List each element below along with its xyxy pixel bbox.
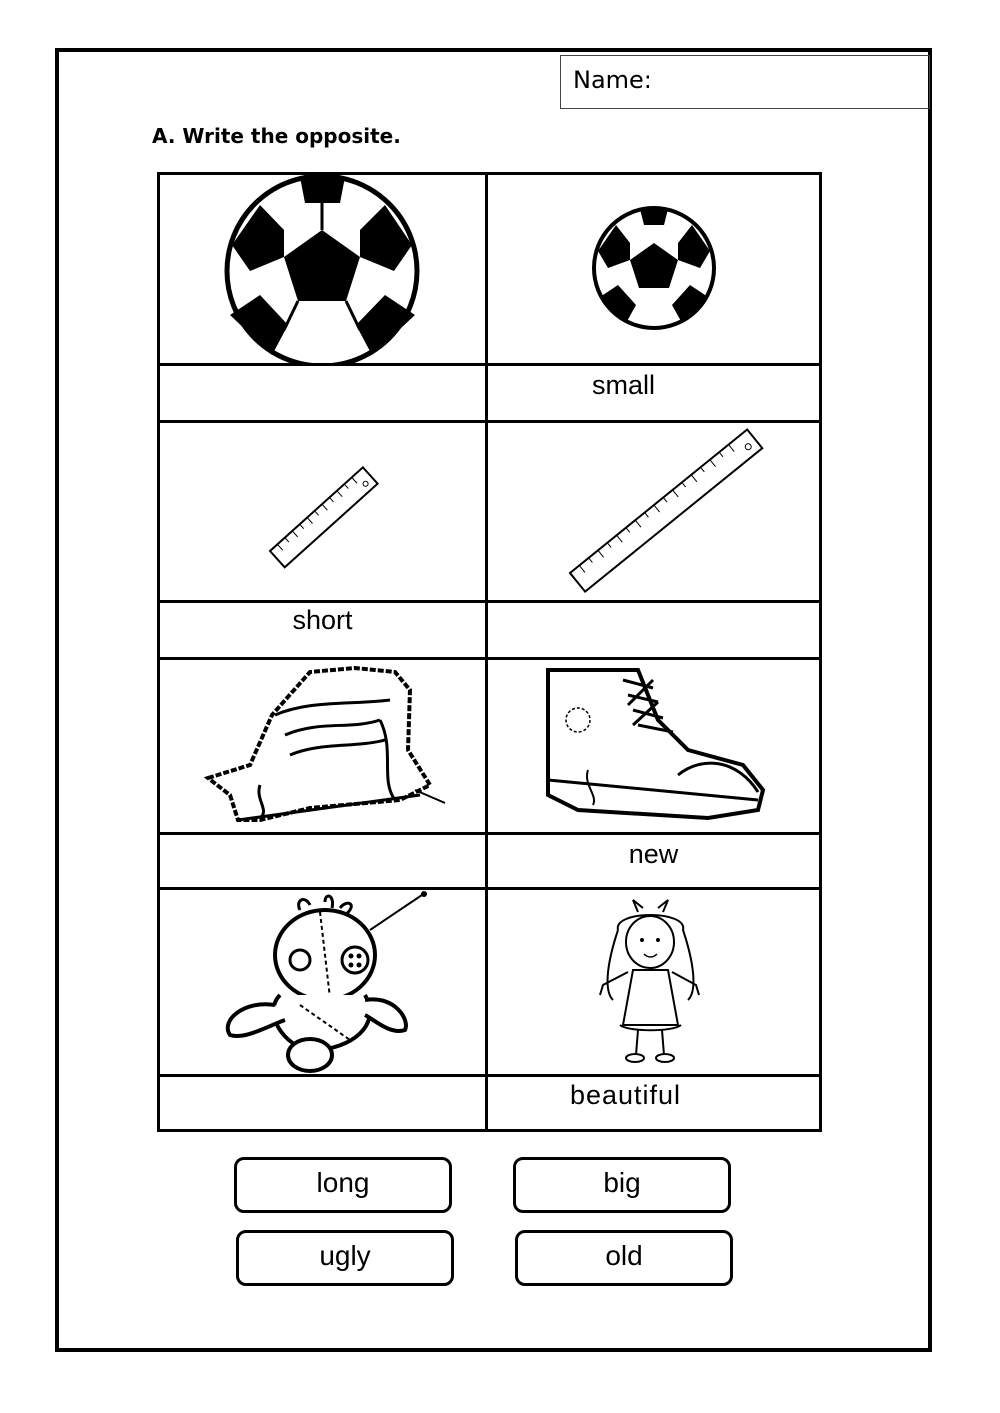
picture-grid (157, 172, 822, 1132)
answer-cell[interactable] (488, 835, 819, 890)
new-shoe-icon (488, 660, 819, 832)
image-cell (160, 175, 488, 366)
word-bank-item[interactable]: long (234, 1157, 452, 1213)
instruction: A. Write the opposite. (152, 124, 401, 148)
word-bank-item[interactable]: big (513, 1157, 731, 1213)
name-field[interactable] (560, 55, 930, 109)
answer-text: new (628, 839, 679, 869)
long-ruler-icon (488, 423, 819, 600)
pretty-doll-icon (488, 890, 819, 1074)
image-cell (488, 423, 819, 603)
image-cell (160, 660, 488, 835)
word-bank-item[interactable]: old (515, 1230, 733, 1286)
answer-cell[interactable] (160, 603, 488, 660)
answer-cell[interactable] (160, 835, 488, 890)
image-cell (160, 890, 488, 1077)
answer-text: small (591, 370, 655, 400)
rag-doll-icon (160, 890, 485, 1074)
image-cell (160, 423, 488, 603)
image-cell (488, 890, 819, 1077)
small-soccer-ball-icon (488, 175, 819, 363)
answer-cell[interactable] (160, 366, 488, 423)
answer-text: short (292, 605, 353, 635)
answer-text: beautiful (569, 1080, 682, 1110)
name-label: Name: (573, 66, 652, 94)
answer-cell[interactable] (488, 1077, 819, 1129)
short-ruler-icon (160, 423, 485, 600)
answer-cell[interactable] (160, 1077, 488, 1129)
image-cell (488, 175, 819, 366)
image-cell (488, 660, 819, 835)
big-soccer-ball-icon (160, 175, 485, 363)
old-shoe-icon (160, 660, 485, 832)
word-bank-item[interactable]: ugly (236, 1230, 454, 1286)
answer-cell[interactable] (488, 603, 819, 660)
answer-cell[interactable] (488, 366, 819, 423)
